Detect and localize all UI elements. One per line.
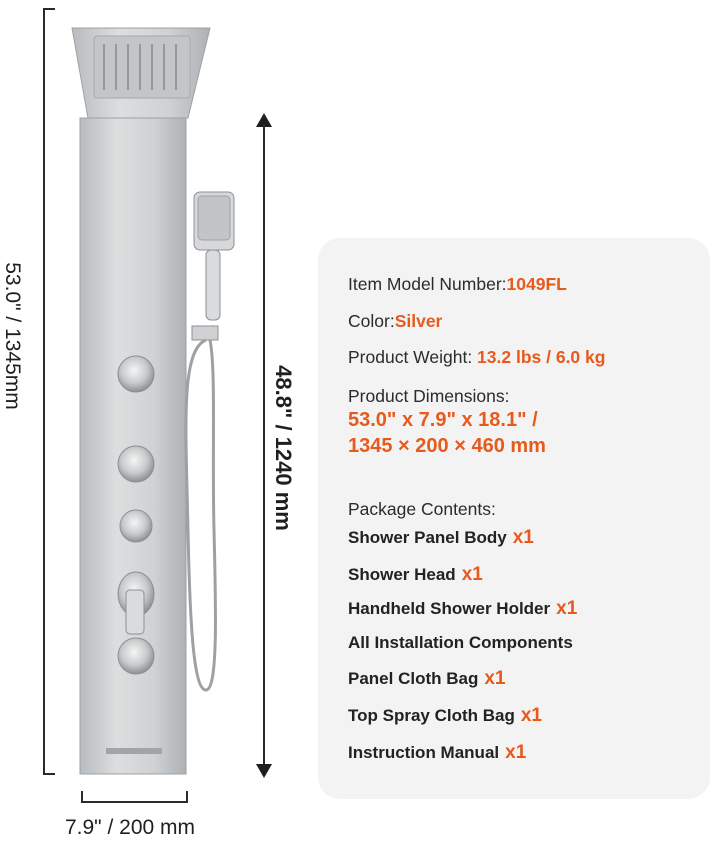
package-item xyxy=(348,632,579,654)
package-item-name: Shower Panel Body xyxy=(348,528,507,547)
shower-panel-image xyxy=(60,10,260,780)
dimensions-value-line1: 53.0" x 7.9" x 18.1" / xyxy=(348,409,538,431)
package-item xyxy=(348,742,526,764)
width-label: 7.9" / 200 mm xyxy=(64,816,195,839)
package-item xyxy=(348,564,483,586)
package-item-qty: x1 xyxy=(484,668,506,689)
package-item xyxy=(348,527,534,549)
package-item-name: Instruction Manual xyxy=(348,743,500,762)
down-arrow-icon xyxy=(255,762,273,780)
package-item-qty: x1 xyxy=(512,527,534,548)
total-height-label: 53.0" / 1345mm xyxy=(1,262,24,410)
package-item xyxy=(348,668,506,690)
package-item-qty: x1 xyxy=(461,564,483,585)
package-item-qty: x1 xyxy=(556,598,578,619)
width-right-tick xyxy=(186,791,188,802)
package-item-name: Shower Head xyxy=(348,565,456,584)
total-height-dimension-line xyxy=(43,8,45,774)
total-height-top-tick xyxy=(43,8,55,10)
model-number-row xyxy=(348,274,567,295)
package-item-qty: x1 xyxy=(505,742,527,763)
color-label: Color: xyxy=(348,311,395,331)
weight-label: Product Weight: xyxy=(348,347,478,367)
dimensions-label: Product Dimensions: xyxy=(348,386,510,406)
weight-value: 13.2 lbs / 6.0 kg xyxy=(477,347,606,367)
model-number-value: 1049FL xyxy=(506,274,567,294)
color-value: Silver xyxy=(394,311,443,331)
color-row xyxy=(348,311,442,332)
package-item xyxy=(348,598,577,620)
package-item-name: Handheld Shower Holder xyxy=(348,599,551,618)
dimensions-value-line2: 1345 × 200 × 460 mm xyxy=(348,435,546,457)
package-contents-heading: Package Contents: xyxy=(348,499,496,519)
package-item-qty: x1 xyxy=(520,705,542,726)
package-item-name: Panel Cloth Bag xyxy=(348,669,479,688)
package-item xyxy=(348,705,542,727)
package-item-name: Top Spray Cloth Bag xyxy=(348,706,515,725)
weight-row xyxy=(348,347,605,368)
panel-height-label: 48.8" / 1240 mm xyxy=(271,365,296,531)
spec-card xyxy=(318,238,710,799)
width-left-tick xyxy=(81,791,83,802)
model-number-label: Item Model Number: xyxy=(348,274,507,294)
package-item-name: All Installation Components xyxy=(348,633,573,652)
panel-height-dimension-line xyxy=(263,124,265,768)
width-dimension-line xyxy=(81,801,188,803)
total-height-bottom-tick xyxy=(43,773,55,775)
